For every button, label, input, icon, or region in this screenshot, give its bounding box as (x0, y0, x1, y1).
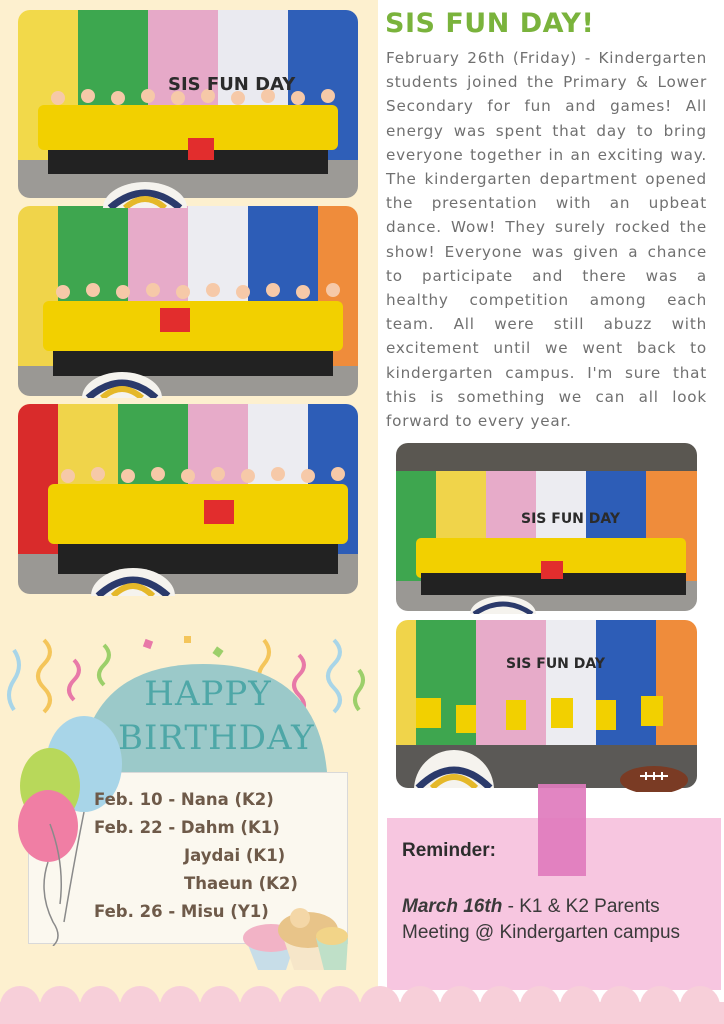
volleyball-icon (100, 178, 190, 208)
birthday-entry: Feb. 22 - Dahm (K1) (94, 818, 280, 837)
reminder-text: - K1 & K2 Parents Meeting @ Kindergarten campus (402, 896, 681, 943)
article-title: SIS FUN DAY! (385, 8, 595, 39)
reminder-date: March 16th (402, 896, 503, 917)
banner-text-5: SIS FUN DAY (506, 656, 606, 672)
birthday-entry: Jaydai (K1) (184, 846, 286, 865)
fun-day-photo-1 (18, 10, 358, 198)
tape-strip (538, 784, 586, 876)
banner-text-1: SIS FUN DAY (168, 74, 296, 95)
birthday-entry: Feb. 26 - Misu (Y1) (94, 902, 269, 921)
volleyball-icon (80, 368, 164, 398)
birthday-entry: Feb. 10 - Nana (K2) (94, 790, 274, 809)
cupcake-icon (238, 900, 350, 972)
birthday-heading (118, 672, 315, 760)
birthday-entry: Thaeun (K2) (184, 874, 298, 893)
banner-text-4: SIS FUN DAY (521, 511, 621, 527)
volleyball-icon (468, 594, 538, 614)
scallop-border (0, 982, 724, 1024)
football-icon (618, 762, 690, 792)
birthday-heading-line1: HAPPY (144, 674, 272, 714)
article-body: February 26th (Friday) - Kindergarten students joined the Primary & Lower Secondary for fun and games! All energy was spent that day to bring everyone together in an exciting way. The kindergarten department opened the presentation with an upbeat dance. Wow! They surely rocked the show! Everyone was given a chance to participate and there was a healthy competition among each team. All were still abuzz with excitement until we went back to kindergarten campus. I'm sure that this is something we can all look forward to every year. (386, 49, 707, 431)
fun-day-photo-2 (18, 206, 358, 396)
reminder-title: Reminder: (402, 840, 496, 861)
fun-day-photo-4 (396, 443, 697, 611)
volleyball-icon (412, 748, 496, 788)
birthday-heading-line2: BIRTHDAY (118, 718, 315, 758)
reminder-body (402, 894, 714, 946)
fun-day-photo-3 (18, 404, 358, 594)
volleyball-icon (88, 562, 178, 596)
